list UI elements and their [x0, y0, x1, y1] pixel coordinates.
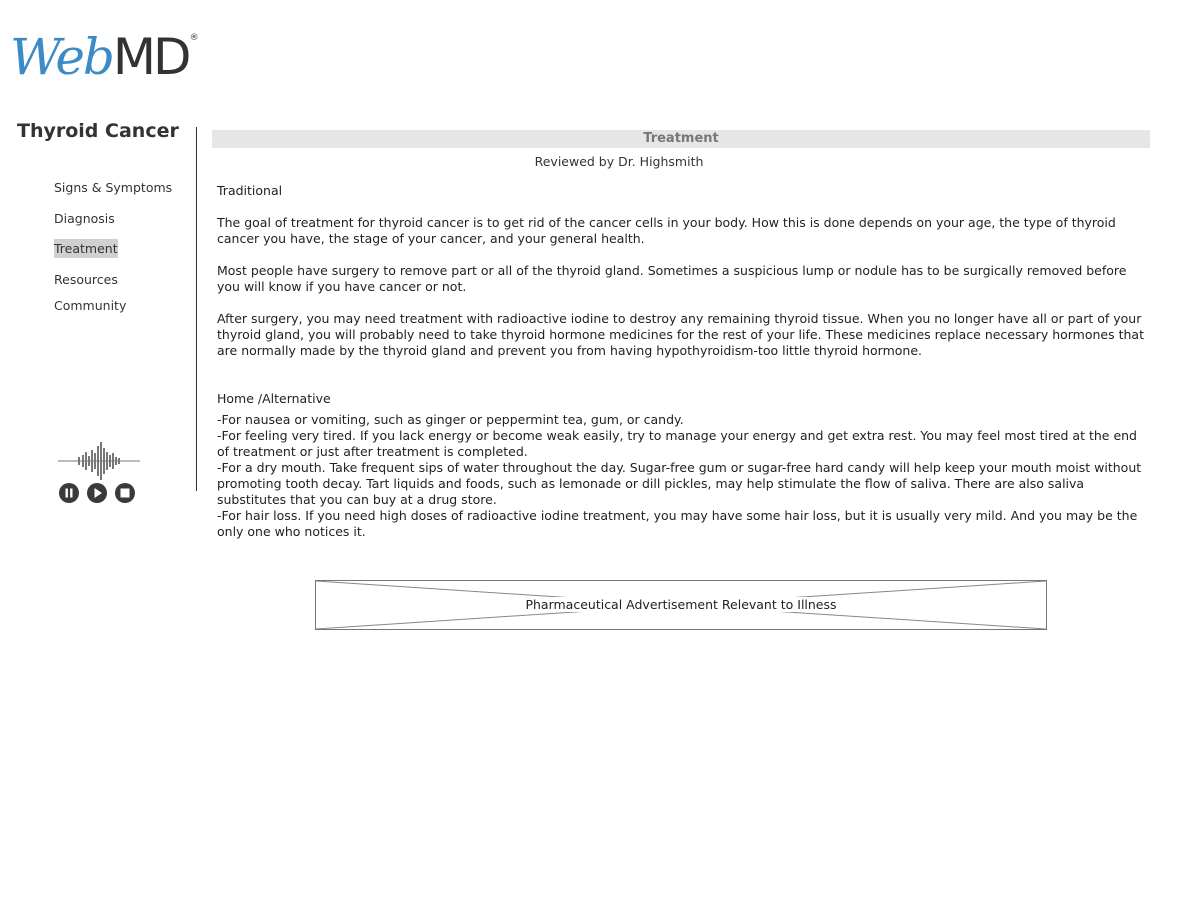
sidebar-item-treatment[interactable]: Treatment	[54, 241, 118, 256]
sidebar-item-diagnosis[interactable]: Diagnosis	[54, 211, 115, 226]
logo-md-text: MD	[112, 28, 189, 86]
traditional-heading: Traditional	[217, 183, 283, 198]
alternative-item-hair-loss: -For hair loss. If you need high doses of radioactive iodine treatment, you may have some hair loss, but it is usually very mild. And you may be the only one who notices it.	[217, 508, 1138, 539]
play-button[interactable]	[87, 483, 107, 503]
stop-button[interactable]	[115, 483, 135, 503]
traditional-paragraph-3: After surgery, you may need treatment with radioactive iodine to destroy any remaining thyroid tissue. When you no longer have all or part of your thyroid gland, you will probably need to take thyroid hormone medicines for the rest of your life. These medicines replace necessary hormones that are normally made by the thyroid gland and prevent you from having hypothyroidism-too little thyroid hormone.	[217, 311, 1144, 358]
logo-web-text: Web	[10, 28, 113, 86]
alternative-item-dry-mouth: -For a dry mouth. Take frequent sips of water throughout the day. Sugar-free gum or sugar-free hard candy will help keep your mouth moist without promoting tooth decay. Tart liquids and foods, such as lemonade or dill pickles, may help stimulate the flow of saliva. There are also saliva substitutes that you can buy at a drug store.	[217, 460, 1142, 507]
sidebar-item-community[interactable]: Community	[54, 298, 127, 313]
ad-label: Pharmaceutical Advertisement Relevant to Illness	[521, 597, 840, 612]
stop-icon	[115, 483, 135, 503]
sidebar-item-resources[interactable]: Resources	[54, 272, 118, 287]
alternative-item-nausea: -For nausea or vomiting, such as ginger or peppermint tea, gum, or candy.	[217, 412, 684, 427]
reviewed-by: Reviewed by Dr. Highsmith	[534, 154, 704, 169]
advertisement-banner[interactable]	[315, 580, 1047, 630]
pause-icon	[59, 483, 79, 503]
traditional-paragraph-1: The goal of treatment for thyroid cancer is to get rid of the cancer cells in your body. How this is done depends on your age, the type of thyroid cancer you have, the stage of your cancer, and your general health.	[217, 215, 1116, 246]
webmd-logo[interactable]	[10, 28, 199, 86]
registered-mark: ®	[189, 33, 199, 43]
play-icon	[87, 483, 107, 503]
alternative-item-tired: -For feeling very tired. If you lack energy or become weak easily, try to manage your energy and get extra rest. You may feel most tired at the end of treatment or just after treatment is completed.	[217, 428, 1137, 459]
waveform-icon	[56, 440, 142, 482]
sidebar-title: Thyroid Cancer	[17, 120, 179, 142]
sidebar-divider	[196, 127, 197, 491]
audio-player	[56, 440, 142, 504]
section-header: Treatment	[212, 130, 1150, 148]
pause-button[interactable]	[59, 483, 79, 503]
alternative-heading: Home /Alternative	[217, 391, 331, 406]
sidebar-item-signs-symptoms[interactable]: Signs & Symptoms	[54, 180, 173, 195]
traditional-paragraph-2: Most people have surgery to remove part or all of the thyroid gland. Sometimes a suspicious lump or nodule has to be surgically removed before you will know if you have cancer or not.	[217, 263, 1127, 294]
